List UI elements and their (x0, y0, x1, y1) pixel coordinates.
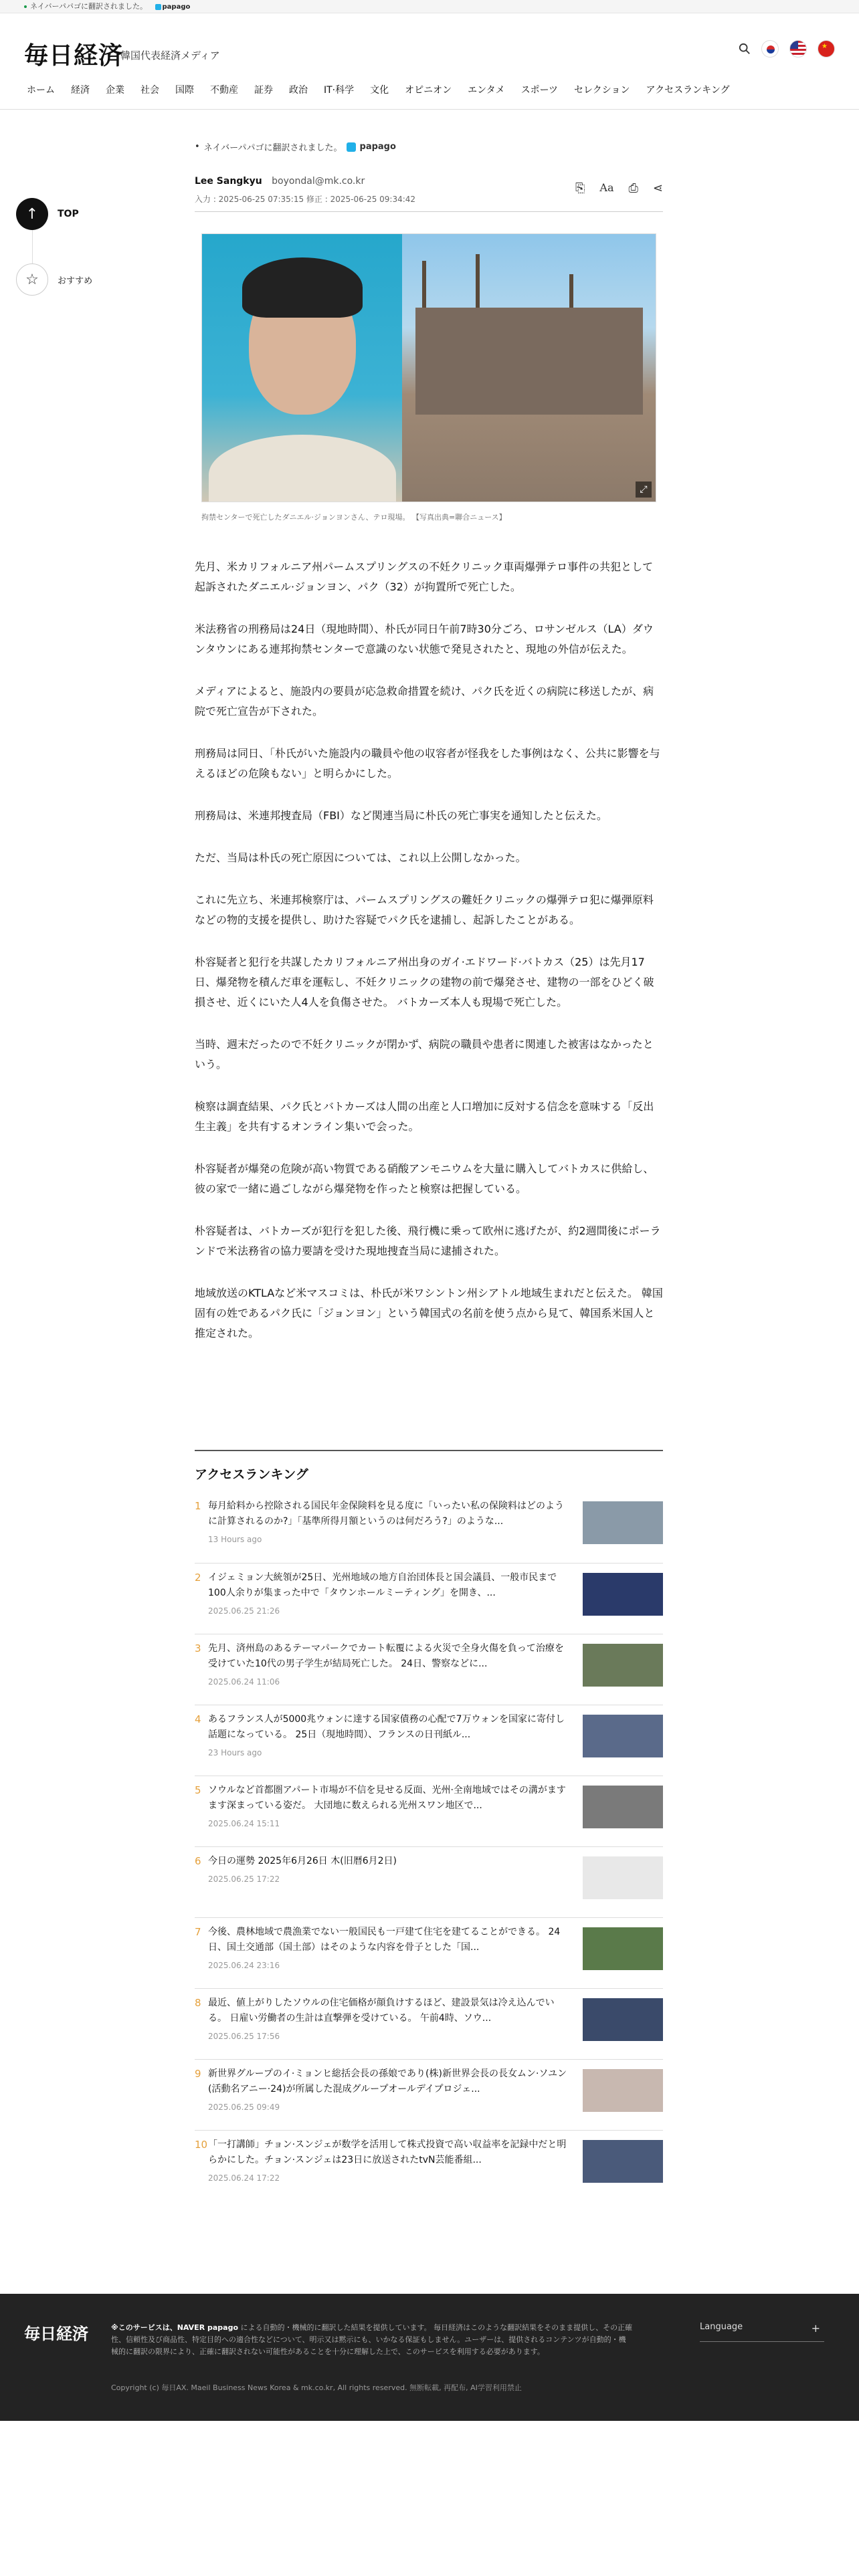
ranking-text[interactable] (208, 1570, 573, 1619)
article-paragraph: 刑務局は同日、「朴氏がいた施設内の職員や他の収容者が怪我をした事例はなく、公共に影響を与えるほどの危険もない」と明らかにした。 (195, 747, 660, 780)
ranking-text[interactable] (208, 1712, 573, 1761)
footer-disclaimer (111, 2322, 633, 2358)
arrow-up-icon[interactable]: ↑ (16, 198, 48, 230)
plus-icon[interactable]: + (811, 2322, 820, 2335)
papago-brand (155, 1, 191, 14)
nav-item[interactable]: セレクション (574, 84, 630, 96)
article-paragraph: 地域放送のKTLAなど米マスコミは、朴氏が米ワシントン州シアトル地域生まれだと伝えた。 韓国固有の姓であるパク氏に「ジョンヨン」という韓国式の名前を使う点から見て、韓国系米国人と推定された。 (195, 1287, 663, 1339)
article-tools (575, 181, 663, 195)
font-size-icon[interactable]: Aa (599, 181, 614, 194)
ranking-time: 2025.06.24 15:11 (208, 1819, 280, 1828)
ranking-thumbnail[interactable] (583, 1786, 663, 1828)
nav-item[interactable]: 政治 (289, 84, 308, 96)
star-icon[interactable]: ☆ (16, 263, 48, 296)
nav-item[interactable]: 不動産 (210, 84, 238, 96)
print-icon[interactable]: ⎙ (628, 181, 638, 195)
site-footer (0, 2294, 859, 2421)
ranking-thumbnail[interactable] (583, 1501, 663, 1544)
ranking-time: 2025.06.25 17:56 (208, 2032, 280, 2041)
divider (32, 230, 33, 263)
ranking-text[interactable] (208, 1854, 573, 1887)
ranking-list (195, 1492, 663, 2201)
ranking-title: アクセスランキング (195, 1467, 308, 1482)
ranking-item[interactable] (195, 1776, 663, 1846)
ranking-number: 2 (195, 1572, 201, 1584)
article-paragraph: 先月、米カリフォルニア州パームスプリングスの不妊クリニック車両爆弾テロ事件の共犯として起訴されたダニエル·ジョンヨン、パク（32）が拘置所で死亡した。 (195, 560, 654, 593)
article-paragraph: メディアによると、施設内の要員が応急救命措置を続け、パク氏を近くの病院に移送したが、病院で死亡宣告が下された。 (195, 685, 654, 718)
article-paragraph: ただ、当局は朴氏の死亡原因については、これ以上公開しなかった。 (195, 851, 527, 864)
nav-item[interactable]: 証券 (254, 84, 273, 96)
ranking-thumbnail[interactable] (583, 2069, 663, 2112)
article-paragraph: 当時、週末だったので不妊クリニックが閉かず、病院の職員や患者に関連した被害はなかったという。 (195, 1038, 654, 1071)
main-nav (0, 70, 859, 110)
ranking-number: 10 (195, 2139, 208, 2151)
footer-note-body: による自動的・機械的に翻訳した結果を提供しています。 毎日経済はこのような翻訳結果をそのまま提供し、その正確性、信頼性及び商品性、特定目的への適合性などについて、明示又は黙示にも、いかなる保証もしません。ユーザーは、提供されるコンテンツが自動的・機械的に翻訳の限界により、正確に翻訳されない可能性があることを十分に理解した上で、このサービスを利用する必要があります。 (111, 2323, 633, 2356)
papago-label: papago (162, 3, 191, 11)
us-flag-icon[interactable] (789, 40, 807, 58)
nav-item[interactable]: 企業 (106, 84, 124, 96)
article-meta (195, 176, 663, 212)
dot-icon (24, 5, 27, 8)
article-paragraph: 米法務省の刑務局は24日（現地時間）、朴氏が同日午前7時30分ごろ、ロサンゼルス（LA）ダウンタウンにある連邦拘禁センターで意識のない状態で発見されたと、現地の外信が伝えた。 (195, 623, 654, 655)
footer-note-lead: ※このサービスは、NAVER papago (111, 2323, 239, 2332)
recommend-label: おすすめ (58, 276, 93, 286)
ranking-text[interactable] (208, 1925, 573, 1973)
share-icon[interactable]: ⋖ (652, 181, 663, 195)
search-icon[interactable] (739, 43, 751, 55)
site-logo[interactable]: 毎日経済 (24, 41, 124, 70)
nav-item[interactable]: 社会 (140, 84, 159, 96)
article (195, 140, 663, 1344)
nav-item[interactable]: 国際 (175, 84, 194, 96)
article-body (195, 557, 663, 1344)
ranking-text[interactable] (208, 1641, 573, 1690)
ranking-time: 2025.06.24 17:22 (208, 2173, 280, 2183)
nav-item[interactable]: エンタメ (468, 84, 505, 96)
ranking-headline[interactable]: 今日の運勢 2025年6月26日 木(旧暦6月2日) (208, 1856, 397, 1866)
ranking-text[interactable] (208, 2066, 573, 2115)
ranking-item[interactable] (195, 1988, 663, 2059)
ranking-headline[interactable]: 「一打講師」チョン·スンジェが数学を活用して株式投資で高い収益率を記録中だと明らかにした。チョン·スンジェは23日に放送されたtvN芸能番組... (208, 2139, 567, 2165)
ranking-item[interactable] (195, 1705, 663, 1776)
article-paragraph: これに先立ち、米連邦検察庁は、パームスプリングスの難妊クリニックの爆弾テロ犯に爆弾原料などの物的支援を提供し、助けた容疑でパク氏を逮捕し、起訴したことがある。 (195, 893, 654, 926)
blast-scene-image (402, 234, 656, 502)
ranking-headline[interactable]: 毎月給料から控除される国民年金保険料を見る度に「いったい私の保険料はどのように計算されるのか?」「基準所得月額というのは何だろう?」のような... (208, 1501, 564, 1527)
photo-caption: 拘禁センターで死亡したダニエル·ジョンヨンさん、テロ現場。 【写真出典=聯合ニュース】 (201, 513, 506, 522)
article-dates: 入力 : 2025-06-25 07:35:15 修正 : 2025-06-25 09:34:42 (195, 195, 416, 204)
ranking-number: 9 (195, 2068, 201, 2080)
translation-notice-bar (0, 0, 859, 13)
ranking-headline[interactable]: 今後、農林地域で農漁業でない一般国民も一戸建て住宅を建てることができる。 24日、国土交通部（国土部）はそのような内容を骨子とした「国... (208, 1927, 561, 1953)
nav-item[interactable]: スポーツ (520, 84, 559, 96)
ranking-time: 2025.06.25 21:26 (208, 1606, 280, 1616)
ranking-time: 2025.06.25 17:22 (208, 1874, 280, 1884)
korean-flag-icon[interactable] (761, 40, 779, 58)
translation-notice: ネイバーパパゴに翻訳されました。 (30, 2, 148, 11)
recommend-button[interactable] (16, 263, 110, 296)
ranking-headline[interactable]: 先月、済州島のあるテーマパークでカート転覆による火災で全身火傷を負って治療を受けていた10代の男子学生が結局死亡した。 24日、警察などに... (208, 1643, 564, 1669)
nav-item[interactable]: 経済 (71, 84, 90, 96)
side-floating-menu (16, 198, 110, 296)
nav-item[interactable]: アクセスランキング (646, 84, 730, 96)
footer-copyright: Copyright (c) 毎日AX. Maeil Business News Korea & mk.co.kr, All rights reserved. 無断転載, 再配布, AI学習利用禁止 (111, 2383, 522, 2392)
nav-item[interactable]: ホーム (27, 84, 55, 96)
ranking-headline[interactable]: 新世界グループのイ·ミョンヒ総括会長の孫娘であり(株)新世界会長の長女ムン·ソユン(活動名アニー·24)が所属した混成グループオールデイプロジェ... (208, 2068, 567, 2095)
article-paragraph: 朴容疑者と犯行を共謀したカリフォルニア州出身のガイ·エドワード·バトカス（25）は先月17日、爆発物を積んだ車を運転し、不妊クリニックの建物の前で爆発させ、建物の一部をひどく破損させ、近くにいた人4人を負傷させた。 バトカーズ本人も現場で死亡した。 (195, 956, 654, 1008)
site-tagline: 韓国代表経済メディア (120, 49, 220, 62)
ranking-headline[interactable]: 最近、値上がりしたソウルの住宅価格が顔負けするほど、建設景気は冷え込んでいる。 日雇い労働者の生計は直撃弾を受けている。 午前4時、ソウ... (208, 1998, 555, 2024)
ranking-item[interactable] (195, 1846, 663, 1917)
author-email[interactable]: boyondal@mk.co.kr (272, 176, 365, 187)
article-paragraph: 朴容疑者が爆発の危険が高い物質である硝酸アンモニウムを大量に購入してバトカスに供給し、彼の家で一緒に過ごしながら爆発物を作ったと検察は把握している。 (195, 1162, 654, 1195)
ranking-thumbnail[interactable] (583, 1927, 663, 1970)
ranking-item[interactable] (195, 1492, 663, 1563)
article-translation-notice (195, 140, 663, 153)
portrait-image (202, 234, 402, 502)
nav-item[interactable]: 文化 (370, 84, 389, 96)
ranking-text[interactable] (208, 1499, 573, 1547)
ranking-text[interactable] (208, 2137, 573, 2186)
ranking-text[interactable] (208, 1783, 573, 1832)
dot-icon: • (195, 142, 200, 152)
ranking-headline[interactable]: イジェミョン大統領が25日、光州地域の地方自治団体長と国会議員、一般市民まで100人余りが集まった中で「タウンホールミーティング」を開き、... (208, 1572, 557, 1598)
article-paragraph: 朴容疑者は、バトカーズが犯行を犯した後、飛行機に乗って欧州に逃げたが、約2週間後にポーランドで米法務省の協力要請を受けた現地捜査当局に逮捕された。 (195, 1224, 661, 1257)
ranking-number: 4 (195, 1713, 201, 1725)
article-paragraph: 検察は調査結果、パク氏とバトカーズは人間の出産と人口増加に反対する信念を意味する「反出生主義」を共有するオンライン集いで会った。 (195, 1100, 654, 1133)
papago-icon (155, 4, 161, 10)
ranking-number: 5 (195, 1784, 201, 1796)
ranking-time: 23 Hours ago (208, 1748, 262, 1757)
article-translation-text: ネイバーパパゴに翻訳されました。 (203, 143, 343, 153)
article-photo[interactable] (201, 233, 656, 502)
ranking-thumbnail[interactable] (583, 1998, 663, 2041)
header-icons (739, 40, 835, 58)
ranking-thumbnail[interactable] (583, 1644, 663, 1687)
article-figure (201, 233, 656, 522)
ranking-thumbnail[interactable] (583, 1573, 663, 1616)
ranking-number: 3 (195, 1642, 201, 1654)
ranking-thumbnail[interactable] (583, 2140, 663, 2183)
ranking-headline[interactable]: ソウルなど首都圏アパート市場が不信を見せる反面、光州·全南地域ではその溝がますます深まっている姿だ。 大団地に数えられる光州スワン地区で... (208, 1785, 566, 1811)
ranking-item[interactable] (195, 2130, 663, 2201)
expand-icon[interactable]: ⤢ (636, 481, 652, 498)
top-button[interactable] (16, 198, 110, 230)
nav-item[interactable]: IT·科学 (324, 84, 355, 96)
ranking-item[interactable] (195, 2059, 663, 2130)
language-label: Language (700, 2322, 743, 2332)
ranking-number: 6 (195, 1855, 201, 1867)
translate-icon[interactable]: ⎘ (575, 181, 585, 195)
footer-logo[interactable]: 毎日経済 (24, 2324, 88, 2343)
ranking-time: 2025.06.24 11:06 (208, 1677, 280, 1687)
article-paragraph: 刑務局は、米連邦捜査局（FBI）など関連当局に朴氏の死亡事実を通知したと伝えた。 (195, 809, 607, 822)
access-ranking (195, 1450, 663, 2201)
china-flag-icon[interactable] (818, 40, 835, 58)
nav-item[interactable]: オピニオン (405, 84, 452, 96)
ranking-number: 8 (195, 1997, 201, 2009)
ranking-thumbnail[interactable] (583, 1856, 663, 1899)
language-selector[interactable] (700, 2322, 824, 2342)
top-label: TOP (58, 209, 79, 219)
papago-icon (347, 142, 356, 152)
ranking-thumbnail[interactable] (583, 1715, 663, 1757)
ranking-item[interactable] (195, 1917, 663, 1988)
papago-label: papago (359, 142, 396, 152)
ranking-time: 13 Hours ago (208, 1535, 262, 1544)
ranking-text[interactable] (208, 1996, 573, 2044)
ranking-number: 7 (195, 1926, 201, 1938)
ranking-headline[interactable]: あるフランス人が5000兆ウォンに達する国家債務の心配で7万ウォンを国家に寄付し話題になっている。 25日（現地時間）、フランスの日刊紙ル... (208, 1714, 565, 1740)
ranking-item[interactable] (195, 1634, 663, 1705)
ranking-time: 2025.06.25 09:49 (208, 2103, 280, 2112)
ranking-number: 1 (195, 1500, 201, 1512)
ranking-item[interactable] (195, 1563, 663, 1634)
author-name[interactable]: Lee Sangkyu (195, 176, 262, 187)
ranking-time: 2025.06.24 23:16 (208, 1961, 280, 1970)
